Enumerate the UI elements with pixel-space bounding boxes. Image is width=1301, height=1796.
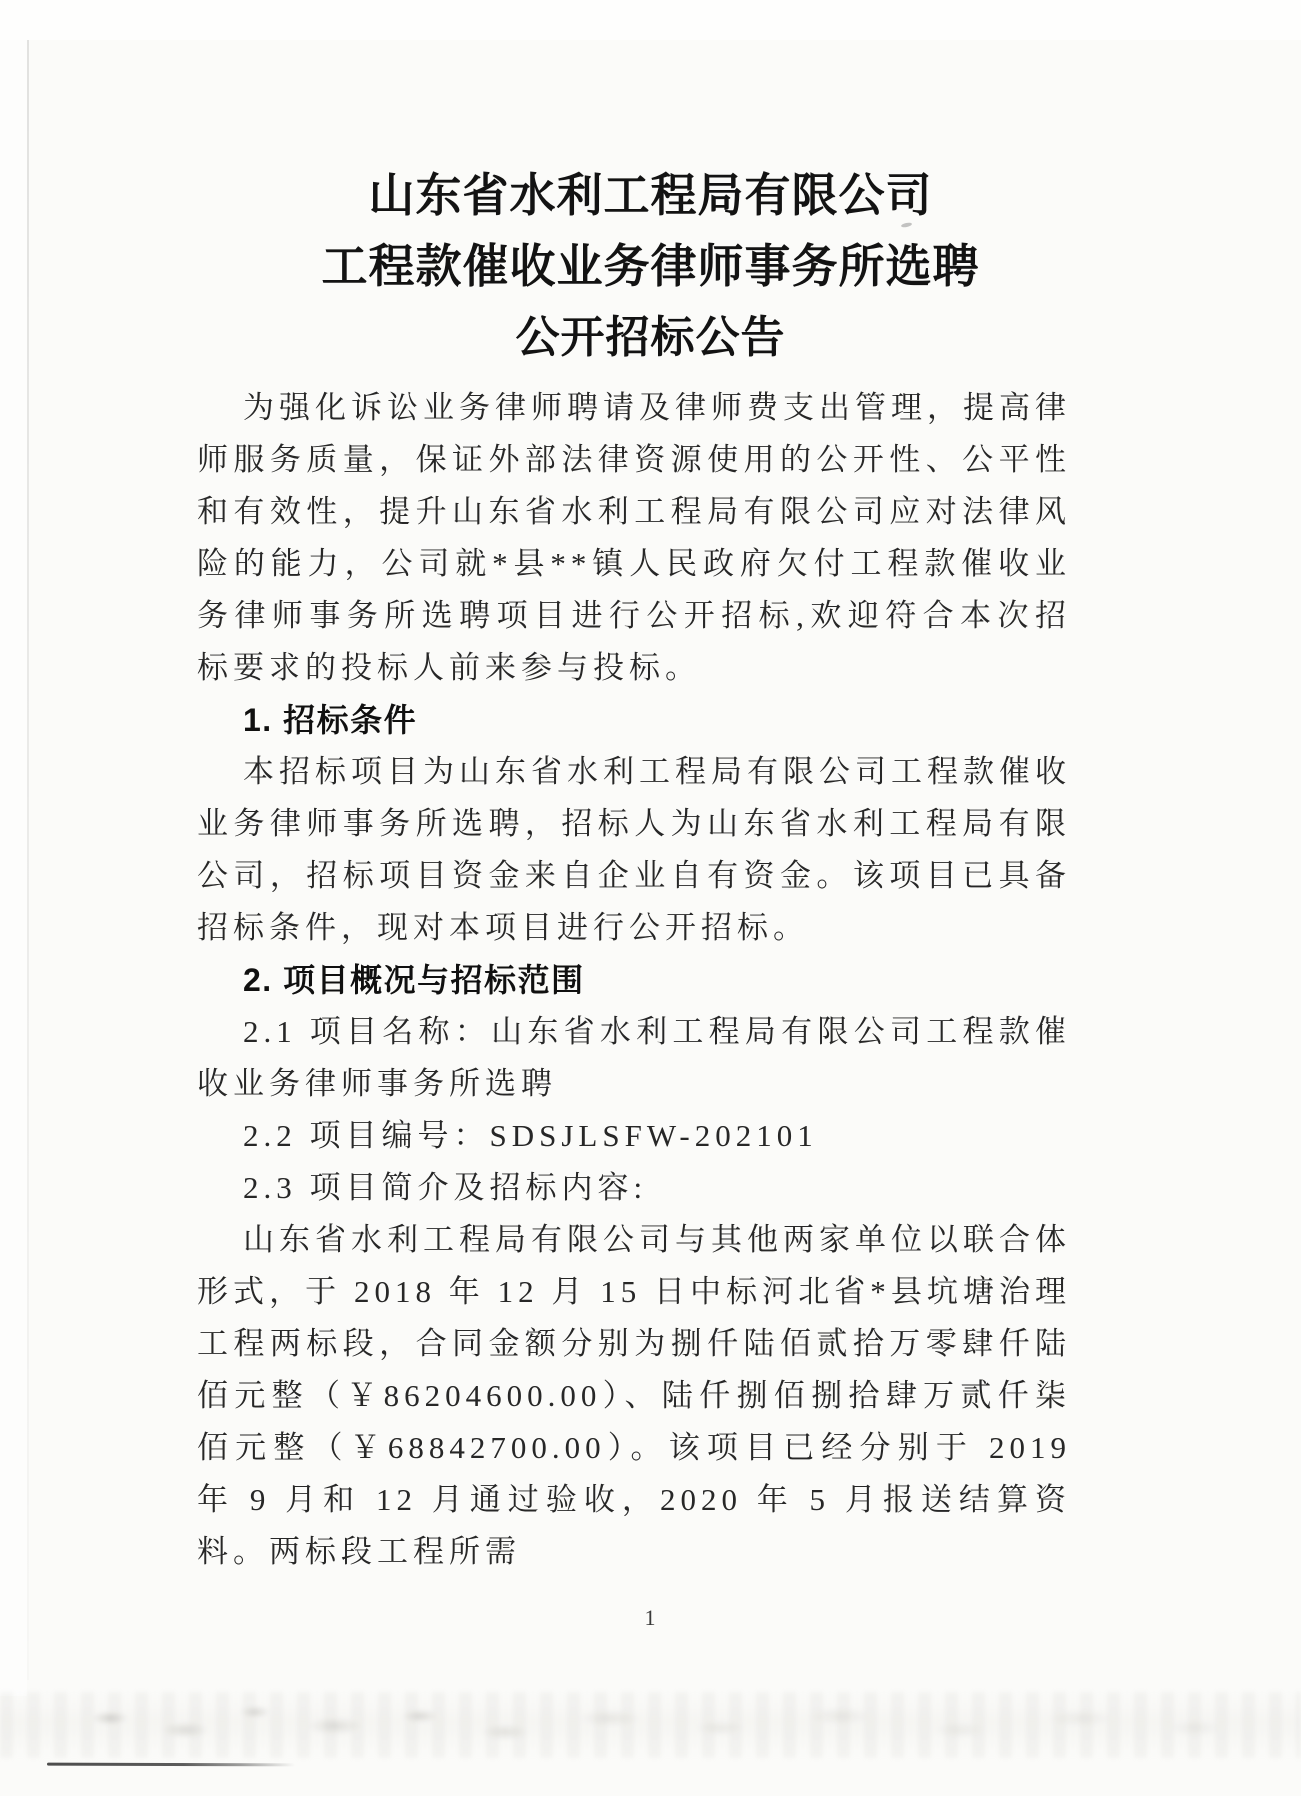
section-1-paragraph: 本招标项目为山东省水利工程局有限公司工程款催收业务律师事务所选聘，招标人为山东省水利工程局有限公司，招标项目资金来自企业自有资金。该项目已具备招标条件，现对本项目进行公开招标。 [197, 754, 1071, 945]
section-heading-1: 1. 招标条件 [243, 702, 418, 738]
document-body [197, 382, 1071, 1578]
scan-line-artifact [47, 1763, 295, 1767]
item-2-3-project-intro: 2.3 项目简介及招标内容: [243, 1170, 648, 1205]
item-2-1-project-name: 2.1 项目名称：山东省水利工程局有限公司工程款催收业务律师事务所选聘 [197, 1014, 1071, 1101]
page-number: 1 [644, 1605, 657, 1630]
scan-bleedthrough-artifact [0, 1692, 1301, 1758]
intro-paragraph: 为强化诉讼业务律师聘请及律师费支出管理，提高律师服务质量，保证外部法律资源使用的公开性、公平性和有效性，提升山东省水利工程局有限公司应对法律风险的能力，公司就*县**镇人民政府欠付工程款催收业务律师事务所选聘项目进行公开招标,欢迎符合本次招标要求的投标人前来参与投标。 [197, 390, 1071, 685]
scanner-edge-top [0, 0, 1301, 40]
title-line-2: 工程款催收业务律师事务所选聘 [321, 241, 980, 292]
section-heading-2: 2. 项目概况与招标范围 [243, 962, 585, 998]
item-2-2-project-number: 2.2 项目编号：SDSJLSFW-202101 [243, 1118, 818, 1153]
title-line-1: 山东省水利工程局有限公司 [368, 170, 933, 221]
project-description-paragraph: 山东省水利工程局有限公司与其他两家单位以联合体形式，于 2018 年 12 月 15 日中标河北省*县坑塘治理工程两标段，合同金额分别为捌仟陆佰贰拾万零肆仟陆佰元整（￥86204600.00）、陆仟捌佰捌拾肆万贰仟柒佰元整（￥68842700.00）。该项目已经分别于 2019 年 9 月和 12 月通过验收，2020 年 5 月报送结算资料。两标段工程所需 [197, 1222, 1071, 1569]
title-line-3: 公开招标公告 [515, 313, 786, 362]
document-title [0, 160, 1301, 373]
